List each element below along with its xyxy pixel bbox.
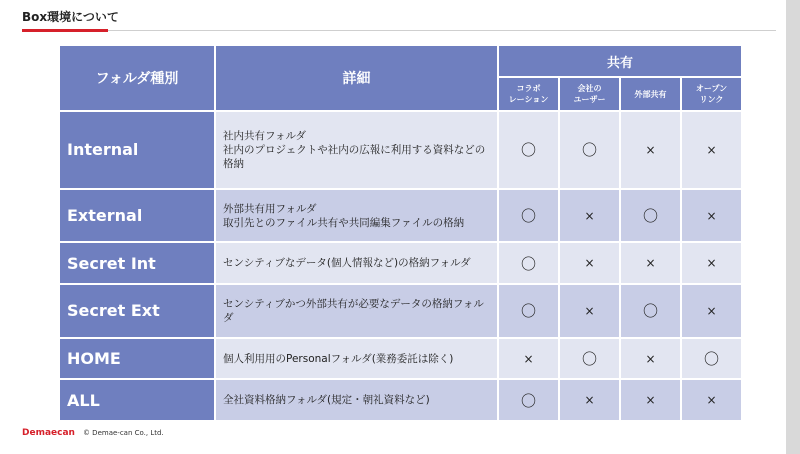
share-mark: × <box>682 190 741 242</box>
share-mark: × <box>621 339 680 379</box>
share-mark: × <box>682 243 741 283</box>
footer <box>22 428 164 438</box>
header-collaboration: コラボ レーション <box>499 78 558 110</box>
folder-detail: 個人利用用のPersonalフォルダ(業務委託は除く) <box>216 339 497 379</box>
share-mark: × <box>682 285 741 337</box>
share-mark: × <box>499 339 558 379</box>
share-mark: 〇 <box>499 285 558 337</box>
header-external-share: 外部共有 <box>621 78 680 110</box>
title-underline-accent <box>22 29 108 32</box>
folder-name: Secret Int <box>60 243 214 283</box>
folder-detail: センシティブかつ外部共有が必要なデータの格納フォルダ <box>216 285 497 337</box>
share-mark: × <box>682 112 741 188</box>
header-share: 共有 <box>499 46 741 76</box>
share-mark: 〇 <box>621 190 680 242</box>
table-row <box>60 190 741 242</box>
folder-name: Internal <box>60 112 214 188</box>
page-title: Box環境について <box>22 10 119 24</box>
company-logo: Demaecan <box>22 428 75 438</box>
folder-detail: 外部共有用フォルダ 取引先とのファイル共有や共同編集ファイルの格納 <box>216 190 497 242</box>
share-mark: 〇 <box>499 112 558 188</box>
share-mark: × <box>682 380 741 420</box>
header-folder-type: フォルダ種別 <box>60 46 214 110</box>
folder-detail: 社内共有フォルダ 社内のプロジェクトや社内の広報に利用する資料などの格納 <box>216 112 497 188</box>
folder-detail: 全社資料格納フォルダ(規定・朝礼資料など) <box>216 380 497 420</box>
share-mark: × <box>621 243 680 283</box>
table-row <box>60 339 741 379</box>
share-mark: × <box>560 285 619 337</box>
share-mark: × <box>621 380 680 420</box>
copyright: © Demae-can Co., Ltd. <box>82 429 164 437</box>
share-mark: × <box>560 380 619 420</box>
table-row <box>60 285 741 337</box>
share-mark: × <box>560 243 619 283</box>
folder-name: ALL <box>60 380 214 420</box>
title-divider <box>108 30 776 31</box>
window-edge <box>786 0 800 454</box>
table-row <box>60 112 741 188</box>
table-row <box>60 243 741 283</box>
header-company-users: 会社の ユーザー <box>560 78 619 110</box>
share-mark: 〇 <box>499 380 558 420</box>
share-mark: 〇 <box>621 285 680 337</box>
table-row <box>60 380 741 420</box>
share-mark: 〇 <box>560 112 619 188</box>
folder-name: Secret Ext <box>60 285 214 337</box>
folder-name: HOME <box>60 339 214 379</box>
share-mark: × <box>621 112 680 188</box>
share-mark: 〇 <box>499 243 558 283</box>
header-detail: 詳細 <box>216 46 497 110</box>
folder-detail: センシティブなデータ(個人情報など)の格納フォルダ <box>216 243 497 283</box>
folder-type-table <box>58 44 743 422</box>
share-mark: 〇 <box>560 339 619 379</box>
folder-name: External <box>60 190 214 242</box>
share-mark: 〇 <box>499 190 558 242</box>
header-open-link: オープン リンク <box>682 78 741 110</box>
share-mark: 〇 <box>682 339 741 379</box>
share-mark: × <box>560 190 619 242</box>
